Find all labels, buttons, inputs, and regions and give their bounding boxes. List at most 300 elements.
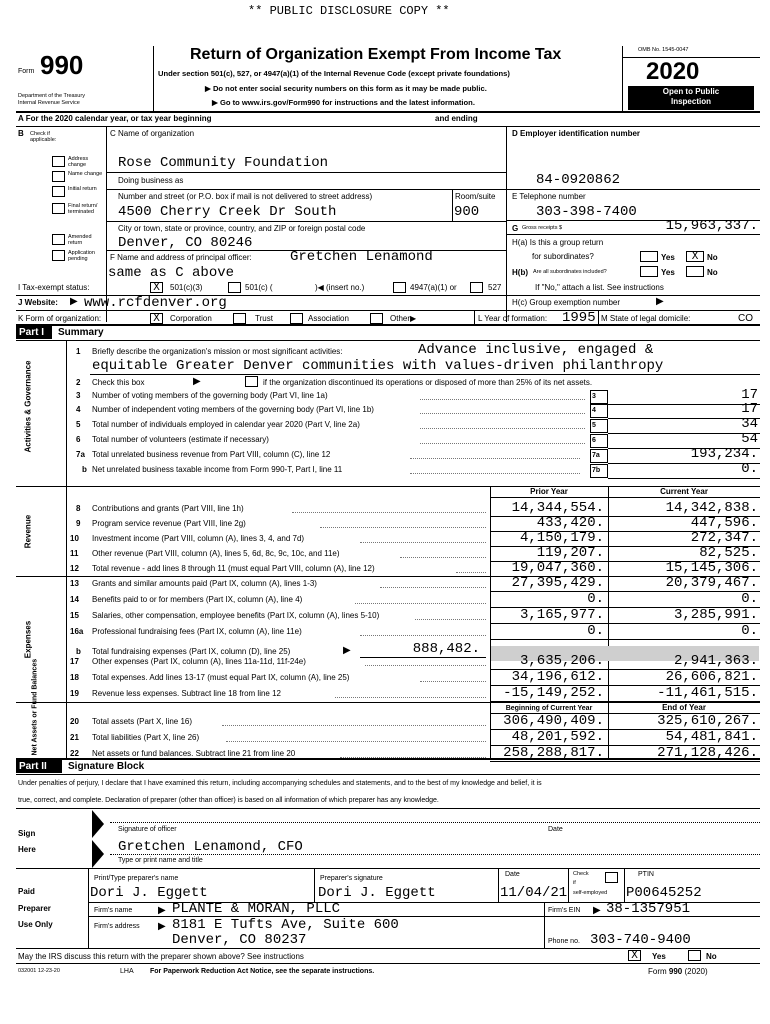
firm-ein: 38-1357951 bbox=[606, 901, 691, 917]
line2-num: 2 bbox=[76, 378, 81, 387]
part1-title: Summary bbox=[58, 327, 104, 338]
leader-dots bbox=[410, 473, 580, 474]
group-exemption-label: H(c) Group exemption number bbox=[512, 298, 621, 307]
leader-dots bbox=[292, 512, 486, 513]
ein-label: D Employer identification number bbox=[512, 129, 641, 138]
line-key: 7a bbox=[592, 452, 600, 459]
form-title: Return of Organization Exempt From Income Tax bbox=[190, 46, 562, 63]
preparer-signature: Dori J. Eggett bbox=[318, 885, 436, 901]
current-year-value: 82,525. bbox=[699, 545, 758, 561]
line2-arrow: ▶ bbox=[193, 376, 201, 387]
preparer-name: Dori J. Eggett bbox=[90, 885, 208, 901]
prior-year-value: 48,201,592. bbox=[511, 729, 604, 745]
current-year-value: 20,379,467. bbox=[665, 575, 758, 591]
rule-preparer bbox=[16, 868, 760, 869]
k-l-divider bbox=[474, 310, 475, 324]
current-year-value: -11,461,515. bbox=[657, 685, 758, 701]
col-divider-mid bbox=[608, 486, 609, 758]
form-word: Form bbox=[18, 68, 35, 75]
prior-year-value: 3,165,977. bbox=[519, 607, 604, 623]
dba-label: Doing business as bbox=[118, 176, 184, 185]
form-number: 990 bbox=[40, 50, 84, 80]
trust-checkbox[interactable] bbox=[233, 313, 246, 324]
insert-no-label: )◀ (insert no.) bbox=[315, 283, 365, 292]
rule-k bbox=[16, 310, 760, 311]
prior-year-value: 19,047,360. bbox=[511, 560, 604, 576]
leader-dots bbox=[456, 572, 486, 573]
rule-part2 bbox=[16, 758, 760, 760]
tax-exempt-label: I Tax-exempt status: bbox=[18, 283, 90, 292]
leader-dots bbox=[226, 741, 486, 742]
line-text: Total expenses. Add lines 13-17 (must equal Part IX, column (A), line 25) bbox=[92, 673, 350, 682]
city-label: City or town, state or province, country, and ZIP or foreign postal code bbox=[118, 224, 366, 233]
line-num: 15 bbox=[70, 611, 79, 620]
line-a-ending: and ending bbox=[435, 114, 478, 123]
leader-dots bbox=[320, 527, 486, 528]
inspection: Inspection bbox=[670, 97, 711, 106]
line-text: Program service revenue (Part VIII, line 2g) bbox=[92, 519, 246, 528]
city-state-zip: Denver, CO 80246 bbox=[118, 235, 253, 251]
rule-bottom bbox=[16, 963, 760, 964]
initial-return-label: Initial return bbox=[68, 186, 97, 192]
line-text: Total assets (Part X, line 16) bbox=[92, 717, 193, 726]
hb-text: Are all subordinates included? bbox=[533, 269, 607, 275]
leader-dots bbox=[360, 542, 486, 543]
hb-no-checkbox[interactable] bbox=[686, 266, 704, 277]
open-public: Open to Public bbox=[662, 87, 720, 96]
current-year-value: 2,941,363. bbox=[673, 653, 758, 669]
discontinued-checkbox[interactable] bbox=[245, 376, 258, 387]
prior-year-value: 433,420. bbox=[536, 515, 604, 531]
gov-value: 17 bbox=[741, 401, 758, 417]
4947-checkbox[interactable] bbox=[393, 282, 406, 293]
final-return-label: Final return/ terminated bbox=[68, 203, 98, 216]
ha-no-label: No bbox=[707, 253, 718, 262]
name-change-checkbox[interactable] bbox=[52, 171, 65, 182]
line16b-text: Total fundraising expenses (Part IX, column (D), line 25) bbox=[92, 647, 291, 656]
501c3-checkbox[interactable]: X bbox=[150, 282, 163, 293]
firm-address-2: Denver, CO 80237 bbox=[172, 932, 307, 948]
hb-note: If "No," attach a list. See instructions bbox=[535, 283, 664, 292]
omb-number: OMB No. 1545-0047 bbox=[638, 47, 689, 53]
prior-year-value: 27,395,429. bbox=[511, 575, 604, 591]
firm-addr-arrow: ▶ bbox=[158, 921, 166, 932]
leader-dots bbox=[420, 399, 585, 400]
form-code: 032001 12-23-20 bbox=[18, 968, 60, 974]
prior-year-value: 4,150,179. bbox=[519, 530, 604, 546]
line2-rest: if the organization discontinued its operations or disposed of more than 25% of its net assets. bbox=[263, 378, 593, 387]
prior-year-value: 34,196,612. bbox=[511, 669, 604, 685]
leader-dots bbox=[222, 725, 486, 726]
other-org-checkbox[interactable] bbox=[370, 313, 383, 324]
gross-label: Gross receipts $ bbox=[522, 225, 563, 231]
gov-line-num: 6 bbox=[76, 435, 81, 444]
line-text: Total liabilities (Part X, line 26) bbox=[92, 733, 200, 742]
ssn-notice-text: Do not enter social security numbers on this form as it may be made public. bbox=[212, 84, 487, 93]
goto-instructions: ▶ Go to www.irs.gov/Form990 for instructions and the latest information. bbox=[212, 98, 475, 107]
mission-line1: Advance inclusive, engaged & bbox=[418, 342, 654, 358]
final-return-checkbox[interactable] bbox=[52, 203, 65, 214]
leader-dots bbox=[400, 557, 486, 558]
preparer-divider bbox=[88, 868, 89, 948]
rule-bcd bbox=[16, 126, 760, 127]
501c-label: 501(c) ( bbox=[245, 283, 273, 292]
hb-label: H(b) bbox=[512, 268, 528, 277]
domicile-label: M State of legal domicile: bbox=[601, 314, 691, 323]
current-year-value: 0. bbox=[741, 591, 758, 607]
header-divider-left bbox=[153, 46, 154, 112]
line-num: 20 bbox=[70, 717, 79, 726]
name-title-line bbox=[110, 854, 760, 855]
leader-dots bbox=[420, 443, 585, 444]
domicile-state: CO bbox=[738, 313, 753, 324]
leader-dots bbox=[420, 428, 585, 429]
c-label: C Name of organization bbox=[110, 129, 195, 138]
association-checkbox[interactable] bbox=[290, 313, 303, 324]
print-name-label: Print/Type preparer's name bbox=[94, 875, 179, 882]
line-num: 21 bbox=[70, 733, 79, 742]
footer-form bbox=[648, 968, 708, 976]
hb-yes-checkbox[interactable] bbox=[640, 266, 658, 277]
gov-line-text: Total unrelated business revenue from Part VIII, column (C), line 12 bbox=[92, 450, 331, 459]
rule-footer bbox=[16, 948, 760, 949]
website-arrow: ▶ bbox=[70, 296, 78, 307]
col-divider-left bbox=[490, 486, 491, 758]
initial-return-checkbox[interactable] bbox=[52, 186, 65, 197]
check-label: Check bbox=[573, 871, 589, 877]
ha-yes-label: Yes bbox=[661, 253, 675, 262]
line-text: Total revenue - add lines 8 through 11 (must equal Part VIII, column (A), line 12) bbox=[92, 564, 375, 573]
firm-name: PLANTE & MORAN, PLLC bbox=[172, 901, 341, 917]
line-num: 8 bbox=[76, 504, 81, 513]
gov-value: 0. bbox=[741, 461, 758, 477]
pra-notice: For Paperwork Reduction Act Notice, see the separate instructions. bbox=[150, 968, 375, 975]
declaration-1: Under penalties of perjury, I declare that I have examined this return, including accompanying schedules and statements, and to the best of my knowledge and belief, it is bbox=[18, 780, 542, 787]
line-num: 16a bbox=[70, 627, 84, 636]
rule-col-head2 bbox=[490, 497, 760, 498]
l-m-divider bbox=[598, 310, 599, 324]
discuss-no-checkbox[interactable] bbox=[688, 950, 701, 961]
527-label: 527 bbox=[488, 283, 502, 292]
line-key: 4 bbox=[592, 407, 596, 414]
prior-year-value: 0. bbox=[587, 591, 604, 607]
leader-dots bbox=[415, 619, 486, 620]
name-change-label: Name change bbox=[68, 171, 103, 177]
rule-decl bbox=[16, 774, 760, 775]
ha-no-checkbox[interactable]: X bbox=[686, 251, 704, 262]
line-key: 6 bbox=[592, 437, 596, 444]
year-formation: 1995 bbox=[562, 310, 596, 326]
irs-label: Internal Revenue Service bbox=[18, 100, 80, 106]
line16b-underline bbox=[360, 657, 486, 658]
line-num: 9 bbox=[76, 519, 81, 528]
ssn-notice: ▶ Do not enter social security numbers on this form as it may be made public. bbox=[205, 84, 487, 93]
room-label: Room/suite bbox=[455, 192, 496, 201]
4947-label: 4947(a)(1) or bbox=[410, 283, 457, 292]
boy-header: Beginning of Current Year bbox=[505, 705, 593, 712]
self-employed-checkbox[interactable] bbox=[605, 872, 618, 883]
line-key: 7b bbox=[592, 467, 601, 474]
discuss-yes-checkbox[interactable]: X bbox=[628, 950, 641, 961]
line-key: 3 bbox=[592, 393, 596, 400]
corporation-checkbox[interactable]: X bbox=[150, 313, 163, 324]
amended-return-checkbox[interactable] bbox=[52, 234, 65, 245]
current-year-value: 325,610,267. bbox=[657, 713, 758, 729]
b-c-divider bbox=[106, 126, 107, 322]
part1-tag: Part I bbox=[16, 326, 52, 339]
line-text: Professional fundraising fees (Part IX, column (A), line 11e) bbox=[92, 627, 302, 636]
rule-part1 bbox=[16, 324, 760, 326]
sign-here-arrow-icon bbox=[92, 810, 106, 868]
trust-label: Trust bbox=[255, 314, 273, 323]
eoy-header: End of Year bbox=[662, 703, 706, 712]
501c-checkbox[interactable] bbox=[228, 282, 241, 293]
ptin-label: PTIN bbox=[638, 871, 654, 878]
rule-line1 bbox=[16, 340, 760, 341]
line-num: 11 bbox=[70, 549, 79, 558]
header-divider-right bbox=[622, 46, 623, 112]
rule-revenue bbox=[16, 486, 490, 487]
phone-label: E Telephone number bbox=[512, 192, 586, 201]
website-value[interactable]: www.rcfdenver.org bbox=[84, 295, 227, 311]
side-activities: Activities & Governance bbox=[23, 360, 33, 453]
line-text: Net assets or fund balances. Subtract line 21 from line 20 bbox=[92, 749, 296, 758]
leader-dots bbox=[365, 665, 486, 666]
gov-line-num: 5 bbox=[76, 420, 81, 429]
if-label: if bbox=[573, 880, 576, 886]
line-text: Salaries, other compensation, employee benefits (Part IX, column (A), lines 5-10) bbox=[92, 611, 380, 620]
part2-title: Signature Block bbox=[68, 761, 145, 772]
prep-ptin-divider bbox=[624, 868, 625, 902]
line-text: Other expenses (Part IX, column (A), lines 11a-11d, 11f-24e) bbox=[92, 657, 306, 666]
prior-year-value: -15,149,252. bbox=[503, 685, 604, 701]
line2-text: Check this box bbox=[92, 378, 145, 387]
ha-subordinates: for subordinates? bbox=[532, 252, 594, 261]
line-text: Investment income (Part VIII, column (A), lines 3, 4, and 7d) bbox=[92, 534, 305, 543]
value-rule bbox=[490, 761, 760, 762]
hb-yes-label: Yes bbox=[661, 268, 675, 277]
signature-line[interactable] bbox=[110, 822, 760, 823]
prior-year-header: Prior Year bbox=[530, 487, 568, 496]
street-address: 4500 Cherry Creek Dr South bbox=[118, 204, 337, 220]
prior-year-value: 3,635,206. bbox=[519, 653, 604, 669]
current-year-value: 447,596. bbox=[690, 515, 758, 531]
here-label: Here bbox=[18, 845, 36, 854]
other-org-label: Other▶ bbox=[390, 314, 417, 323]
paid-label: Paid bbox=[18, 887, 35, 896]
open-public-box bbox=[628, 86, 754, 110]
footer-form-num: 990 bbox=[668, 967, 683, 976]
rule-line2 bbox=[90, 374, 760, 375]
lha-label: LHA bbox=[120, 968, 134, 975]
line-text: Benefits paid to or for members (Part IX, column (A), line 4) bbox=[92, 595, 303, 604]
firm-phone: 303-740-9400 bbox=[590, 932, 691, 948]
leader-dots bbox=[335, 697, 486, 698]
phone-value: 303-398-7400 bbox=[536, 204, 637, 220]
part2-tag: Part II bbox=[16, 760, 62, 773]
website-label: J Website: bbox=[18, 298, 58, 307]
preparer-date: 11/04/21 bbox=[500, 885, 568, 901]
declaration-2: true, correct, and complete. Declaration of preparer (other than officer) is based on all information of which preparer has any knowledge. bbox=[18, 797, 439, 804]
check-if-label: Check if applicable: bbox=[30, 131, 57, 144]
line1-num: 1 bbox=[76, 347, 81, 356]
current-year-value: 26,606,821. bbox=[665, 669, 758, 685]
527-checkbox[interactable] bbox=[470, 282, 483, 293]
application-pending-label: Application pending bbox=[68, 250, 95, 263]
ha-label: H(a) Is this a group return bbox=[512, 238, 604, 247]
b-label: B bbox=[18, 129, 24, 138]
line-num: 10 bbox=[70, 534, 79, 543]
mission-line2: equitable Greater Denver communities with values-driven philanthropy bbox=[92, 358, 664, 374]
line16b-num: b bbox=[76, 647, 81, 656]
leader-dots bbox=[380, 587, 486, 588]
line-num: 14 bbox=[70, 595, 79, 604]
rule-ha bbox=[506, 234, 760, 235]
value-rule bbox=[490, 639, 760, 640]
self-employed-label: self-employed bbox=[573, 890, 608, 896]
gov-value: 54 bbox=[741, 431, 758, 447]
disclosure-banner: ** PUBLIC DISCLOSURE COPY ** bbox=[248, 4, 450, 18]
preparer-label: Preparer bbox=[18, 904, 51, 913]
current-year-header: Current Year bbox=[660, 487, 708, 496]
prep-check-divider bbox=[568, 868, 569, 902]
hc-arrow: ▶ bbox=[656, 296, 664, 307]
address-change-label: Address change bbox=[68, 156, 89, 169]
prior-year-value: 306,490,409. bbox=[503, 713, 604, 729]
irs-discuss-text: May the IRS discuss this return with the preparer shown above? See instructions bbox=[18, 952, 304, 961]
line-text: Grants and similar amounts paid (Part IX, column (A), lines 1-3) bbox=[92, 579, 317, 588]
line-num: 17 bbox=[70, 657, 79, 666]
current-year-value: 272,347. bbox=[690, 530, 758, 546]
corporation-label: Corporation bbox=[170, 314, 212, 323]
gov-value-rule bbox=[608, 478, 760, 479]
current-year-value: 271,128,426. bbox=[657, 745, 758, 761]
current-year-value: 3,285,991. bbox=[673, 607, 758, 623]
side-expenses: Expenses bbox=[23, 620, 33, 659]
side-net-assets: Net Assets or Fund Balances bbox=[31, 658, 39, 756]
discuss-yes-label: Yes bbox=[652, 952, 666, 961]
prep-sig-divider bbox=[314, 868, 315, 902]
type-name-label: Type or print name and title bbox=[118, 857, 203, 864]
use-only-label: Use Only bbox=[18, 920, 53, 929]
501c3-label: 501(c)(3) bbox=[170, 283, 203, 292]
gov-line-num: b bbox=[82, 465, 87, 474]
firm-phone-label: Phone no. bbox=[548, 938, 580, 945]
officer-name: Gretchen Lenamond bbox=[290, 249, 433, 265]
side-divider bbox=[66, 340, 67, 758]
footer-form-year: (2020) bbox=[684, 967, 708, 976]
sig-officer-label: Signature of officer bbox=[118, 826, 177, 833]
gov-line-text: Total number of individuals employed in calendar year 2020 (Part V, line 2a) bbox=[92, 420, 360, 429]
leader-dots bbox=[355, 603, 486, 604]
gov-value: 193,234. bbox=[690, 446, 758, 462]
firm-address-label: Firm's address bbox=[94, 923, 140, 930]
gov-line-text: Net unrelated business taxable income from Form 990-T, Part I, line 11 bbox=[92, 465, 343, 474]
firm-ein-divider bbox=[544, 902, 545, 916]
line-text: Revenue less expenses. Subtract line 18 from line 12 bbox=[92, 689, 281, 698]
line-num: 13 bbox=[70, 579, 79, 588]
c-d-divider bbox=[506, 126, 507, 322]
rule-city bbox=[106, 221, 506, 222]
gov-line-text: Total number of volunteers (estimate if necessary) bbox=[92, 435, 269, 444]
rule-a bbox=[16, 111, 760, 113]
leader-dots bbox=[420, 681, 486, 682]
firm-ein-label: Firm's EIN bbox=[548, 907, 581, 914]
rule-phone bbox=[506, 189, 760, 190]
gov-line-num: 4 bbox=[76, 405, 81, 414]
line-text: Contributions and grants (Part VIII, line 1h) bbox=[92, 504, 244, 513]
form-org-label: K Form of organization: bbox=[18, 314, 102, 323]
officer-address: same as C above bbox=[108, 265, 235, 281]
application-pending-checkbox[interactable] bbox=[52, 250, 65, 261]
room-suite: 900 bbox=[454, 204, 480, 220]
street-label: Number and street (or P.O. box if mail is not delivered to street address) bbox=[118, 192, 373, 201]
sig-date-label: Date bbox=[548, 826, 563, 833]
gov-line-text: Number of independent voting members of the governing body (Part VI, line 1b) bbox=[92, 405, 374, 414]
ein-value: 84-0920862 bbox=[536, 172, 621, 188]
line-key: 5 bbox=[592, 422, 596, 429]
line-num: 19 bbox=[70, 689, 79, 698]
current-year-value: 0. bbox=[741, 623, 758, 639]
year-formation-label: L Year of formation: bbox=[478, 314, 548, 323]
leader-dots bbox=[410, 458, 580, 459]
prep-date-divider bbox=[498, 868, 499, 902]
association-label: Association bbox=[308, 314, 349, 323]
gov-value: 17 bbox=[741, 387, 758, 403]
gov-line-text: Number of voting members of the governing body (Part VI, line 1a) bbox=[92, 391, 328, 400]
leader-dots bbox=[420, 413, 585, 414]
line-num: 18 bbox=[70, 673, 79, 682]
officer-label: F Name and address of principal officer: bbox=[110, 253, 252, 262]
discuss-no-label: No bbox=[706, 952, 717, 961]
firm-name-label: Firm's name bbox=[94, 907, 133, 914]
firm-address-1: 8181 E Tufts Ave, Suite 600 bbox=[172, 917, 399, 933]
firm-phone-divider bbox=[544, 916, 545, 948]
prior-year-value: 119,207. bbox=[536, 545, 604, 561]
dept-treasury: Department of the Treasury bbox=[18, 93, 85, 99]
line-text: Other revenue (Part VIII, column (A), lines 5, 6d, 8c, 9c, 10c, and 11e) bbox=[92, 549, 340, 558]
prep-sig-label: Preparer's signature bbox=[320, 875, 383, 882]
prior-year-value: 0. bbox=[587, 623, 604, 639]
current-year-value: 15,145,306. bbox=[665, 560, 758, 576]
amended-return-label: Amended return bbox=[68, 234, 92, 247]
leader-dots bbox=[360, 635, 486, 636]
sign-label: Sign bbox=[18, 829, 36, 838]
room-divider bbox=[452, 189, 453, 222]
line-num: 22 bbox=[70, 749, 79, 758]
firm-ein-arrow: ▶ bbox=[593, 905, 601, 916]
prep-date-label: Date bbox=[505, 871, 520, 878]
rule-sign bbox=[16, 808, 760, 809]
form-subtitle: Under section 501(c), 527, or 4947(a)(1) of the Internal Revenue Code (except private foundations) bbox=[158, 69, 510, 78]
goto-text: Go to www.irs.gov/Form990 for instructions and the latest information. bbox=[219, 98, 475, 107]
rule-street bbox=[106, 189, 506, 190]
footer-form-label: Form bbox=[648, 967, 667, 976]
org-name: Rose Community Foundation bbox=[118, 155, 329, 171]
tax-year: 2020 bbox=[646, 58, 700, 85]
address-change-checkbox[interactable] bbox=[52, 156, 65, 167]
preparer-ptin: P00645252 bbox=[626, 885, 702, 901]
firm-name-arrow: ▶ bbox=[158, 905, 166, 916]
rule-dba bbox=[106, 172, 506, 173]
ha-yes-checkbox[interactable] bbox=[640, 251, 658, 262]
gov-line-num: 3 bbox=[76, 391, 81, 400]
gov-line-num: 7a bbox=[76, 450, 85, 459]
line16b-arrow: ▶ bbox=[343, 645, 351, 656]
officer-name-title: Gretchen Lenamond, CFO bbox=[118, 839, 303, 855]
prior-year-value: 14,344,554. bbox=[511, 500, 604, 516]
line-num: 12 bbox=[70, 564, 79, 573]
